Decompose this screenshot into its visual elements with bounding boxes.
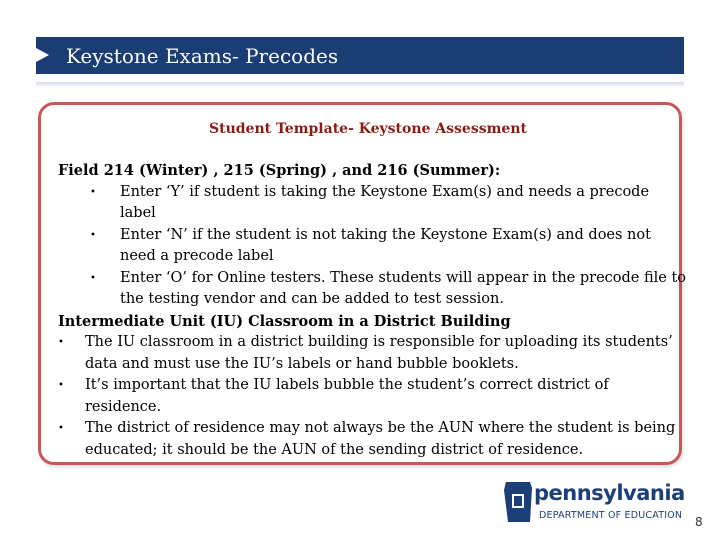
bullet-glyph: • [90,272,96,284]
list-item-text: It’s important that the IU labels bubble the student’s correct district of residence. [85,377,609,415]
bullet-glyph: • [58,380,64,391]
content-body [58,160,688,461]
logo-wordmark: pennsylvania [534,481,685,505]
list-item-text: The district of residence may not always be the AUN where the student is being educated; it should be the AUN of the sending district of residence. [85,420,676,458]
list-item-text: Enter ‘O’ for Online testers. These students will appear in the precode file to the testing vendor and can be added to test session. [120,269,687,307]
list-item [58,332,688,375]
list-item [58,268,688,311]
slide-title: Keystone Exams- Precodes [66,44,339,68]
list-item [58,418,688,461]
list-item-text: Enter ‘N’ if the student is not taking the Keystone Exam(s) and does not need a precode label [120,226,651,264]
list-item [58,225,688,268]
bullet-glyph: • [90,229,96,241]
section-title-fields: Field 214 (Winter) , 215 (Spring) , and 216 (Summer): [58,162,501,179]
list-item-text: Enter ‘Y’ if student is taking the Keystone Exam(s) and needs a precode label [120,183,650,221]
list-item-text: The IU classroom in a district building is responsible for uploading its students’ data and must use the IU’s labels or hand bubble booklets. [85,334,673,372]
logo-subtitle: DEPARTMENT OF EDUCATION [539,510,683,521]
section-title-iu: Intermediate Unit (IU) Classroom in a District Building [58,312,511,330]
bullet-glyph: • [58,423,64,434]
list-item [58,182,688,225]
bullet-glyph: • [58,337,64,348]
title-arrow-icon [36,48,49,62]
title-bar-shadow [36,82,684,88]
list-item [58,375,688,418]
card-heading: Student Template- Keystone Assessment [209,121,527,137]
page-number: 8 [695,515,703,529]
bullet-glyph: • [90,186,96,198]
